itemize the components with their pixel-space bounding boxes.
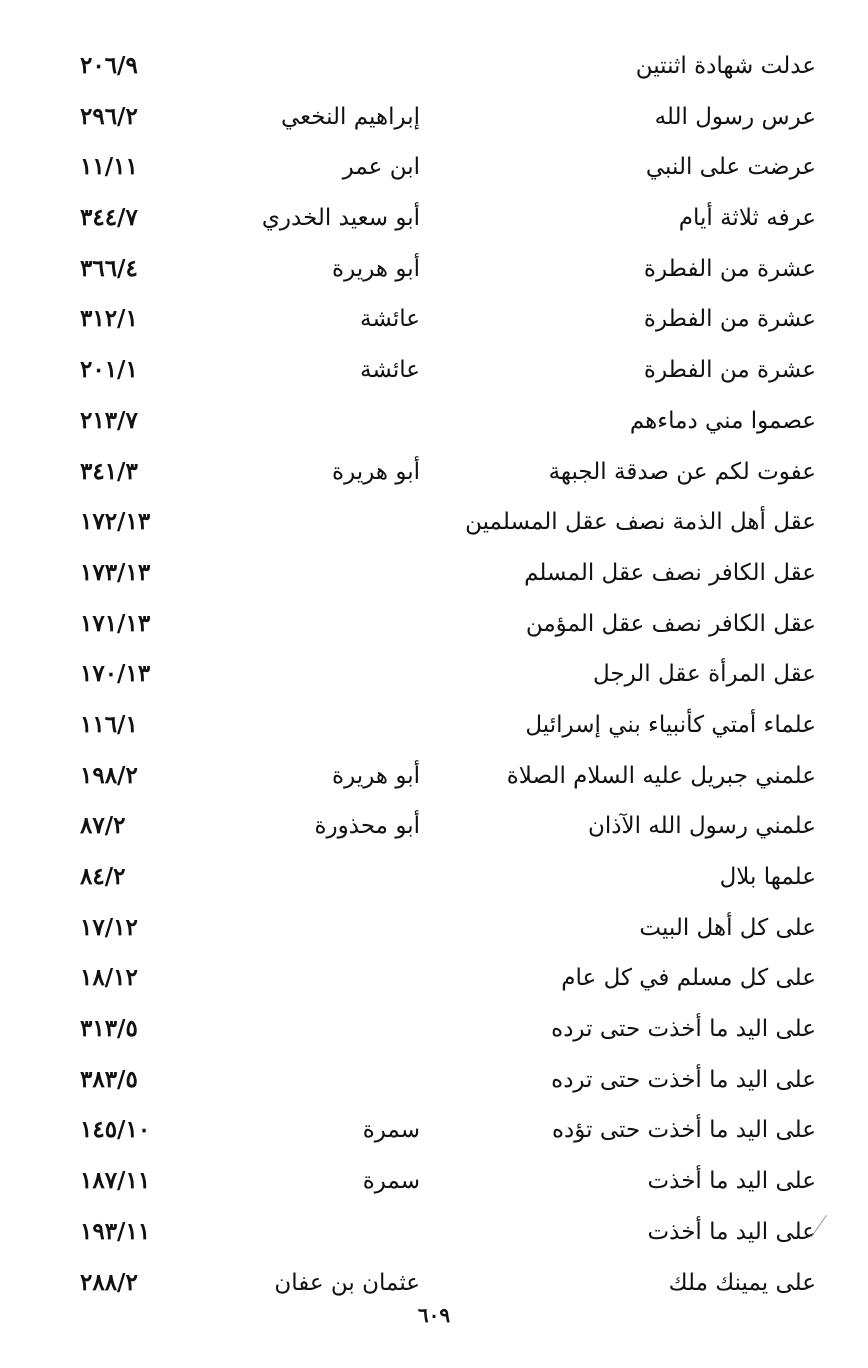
volume-page-reference: ٣٤٤/٧ bbox=[80, 204, 138, 232]
hadith-text: عرس رسول الله bbox=[654, 103, 816, 130]
hadith-text: عشرة من الفطرة bbox=[643, 357, 816, 384]
hadith-text: عشرة من الفطرة bbox=[643, 306, 816, 333]
hadith-text: عدلت شهادة اثنتين bbox=[635, 53, 816, 79]
narrator-name: أبو هريرة bbox=[332, 255, 420, 282]
hadith-text: على اليد ما أخذت حتى ترده bbox=[551, 1016, 816, 1043]
volume-page-reference: ١٧٢/١٣ bbox=[80, 508, 151, 536]
index-entry bbox=[0, 1005, 868, 1056]
index-entry bbox=[0, 1056, 868, 1107]
hadith-text: عفوت لكم عن صدقة الجبهة bbox=[548, 458, 816, 485]
narrator-name: عائشة bbox=[360, 357, 420, 384]
volume-page-reference: ١٨٧/١١ bbox=[80, 1167, 151, 1195]
hadith-text: علمني رسول الله الآذان bbox=[587, 813, 816, 840]
hadith-text: عرضت على النبي bbox=[645, 154, 816, 181]
index-entry bbox=[0, 549, 868, 600]
narrator-name: إبراهيم النخعي bbox=[280, 103, 420, 130]
hadith-text: علمني جبريل عليه السلام الصلاة bbox=[506, 762, 816, 789]
narrator-name: أبو هريرة bbox=[332, 762, 420, 789]
volume-page-reference: ٨٧/٢ bbox=[80, 812, 126, 840]
volume-page-reference: ١٧١/١٣ bbox=[80, 609, 151, 637]
index-entry bbox=[0, 245, 868, 296]
volume-page-reference: ٨٤/٢ bbox=[80, 863, 126, 890]
volume-page-reference: ١٧٠/١٣ bbox=[80, 660, 151, 688]
hadith-index-list bbox=[0, 42, 868, 1309]
index-entry bbox=[0, 1106, 868, 1157]
index-entry bbox=[0, 853, 868, 904]
index-entry bbox=[0, 600, 868, 651]
volume-page-reference: ١٧/١٢ bbox=[80, 913, 138, 941]
hadith-text: على اليد ما أخذت bbox=[647, 1168, 816, 1195]
index-entry bbox=[0, 346, 868, 397]
index-entry bbox=[0, 194, 868, 245]
hadith-text: عشرة من الفطرة bbox=[643, 255, 816, 282]
volume-page-reference: ٣٦٦/٤ bbox=[80, 254, 138, 282]
index-entry bbox=[0, 143, 868, 194]
hadith-text: علمها بلال bbox=[719, 864, 816, 890]
narrator-name: ابن عمر bbox=[342, 154, 420, 181]
index-entry bbox=[0, 752, 868, 803]
index-entry bbox=[0, 954, 868, 1005]
volume-page-reference: ٢٠١/١ bbox=[80, 356, 138, 384]
hadith-text: عقل الكافر نصف عقل المؤمن bbox=[525, 610, 816, 637]
volume-page-reference: ١٩٨/٢ bbox=[80, 761, 138, 789]
volume-page-reference: ٢١٣/٧ bbox=[80, 406, 138, 434]
volume-page-reference: ١٨/١٢ bbox=[80, 964, 138, 992]
hadith-text: على اليد ما أخذت bbox=[647, 1218, 816, 1245]
hadith-text: على كل أهل البيت bbox=[639, 914, 816, 941]
narrator-name: عائشة bbox=[360, 306, 420, 333]
narrator-name: سمرة bbox=[362, 1117, 420, 1144]
index-entry bbox=[0, 701, 868, 752]
hadith-text: على كل مسلم في كل عام bbox=[561, 965, 816, 992]
hadith-text: عقل المرأة عقل الرجل bbox=[592, 661, 816, 688]
volume-page-reference: ١٧٣/١٣ bbox=[80, 558, 151, 586]
hadith-text: على يمينك ملك bbox=[668, 1269, 816, 1296]
index-entry bbox=[0, 498, 868, 549]
volume-page-reference: ٣١٣/٥ bbox=[80, 1015, 138, 1043]
page-number: ٦٠٩ bbox=[417, 1303, 451, 1327]
hadith-text: عصموا مني دماءهم bbox=[629, 407, 816, 434]
volume-page-reference: ١٩٣/١١ bbox=[80, 1217, 151, 1245]
hadith-text: عقل الكافر نصف عقل المسلم bbox=[524, 559, 816, 586]
volume-page-reference: ٢٩٦/٢ bbox=[80, 102, 138, 130]
hadith-text: عرفه ثلاثة أيام bbox=[678, 205, 816, 232]
index-entry bbox=[0, 650, 868, 701]
volume-page-reference: ٢٠٦/٩ bbox=[80, 52, 138, 79]
volume-page-reference: ٣١٢/١ bbox=[80, 305, 138, 333]
index-entry bbox=[0, 1157, 868, 1208]
volume-page-reference: ٣٤١/٣ bbox=[80, 457, 138, 485]
index-entry bbox=[0, 397, 868, 448]
volume-page-reference: ١١/١١ bbox=[80, 153, 138, 181]
narrator-name: عثمان بن عفان bbox=[274, 1269, 420, 1296]
volume-page-reference: ٣٨٣/٥ bbox=[80, 1065, 138, 1093]
index-entry bbox=[0, 448, 868, 499]
index-entry bbox=[0, 802, 868, 853]
narrator-name: أبو هريرة bbox=[332, 458, 420, 485]
index-entry bbox=[0, 93, 868, 144]
hadith-text: عقل أهل الذمة نصف عقل المسلمين bbox=[465, 509, 816, 536]
volume-page-reference: ٢٨٨/٢ bbox=[80, 1268, 138, 1296]
index-entry bbox=[0, 42, 868, 93]
volume-page-reference: ١٤٥/١٠ bbox=[80, 1116, 151, 1144]
narrator-name: أبو سعيد الخدري bbox=[261, 205, 420, 232]
index-entry bbox=[0, 904, 868, 955]
hadith-text: علماء أمتي كأنبياء بني إسرائيل bbox=[525, 711, 816, 738]
index-entry bbox=[0, 1208, 868, 1259]
narrator-name: سمرة bbox=[362, 1168, 420, 1195]
volume-page-reference: ١١٦/١ bbox=[80, 710, 138, 738]
hadith-text: على اليد ما أخذت حتى ترده bbox=[551, 1066, 816, 1093]
hadith-text: على اليد ما أخذت حتى تؤده bbox=[551, 1117, 816, 1144]
index-entry bbox=[0, 295, 868, 346]
narrator-name: أبو محذورة bbox=[314, 813, 420, 840]
